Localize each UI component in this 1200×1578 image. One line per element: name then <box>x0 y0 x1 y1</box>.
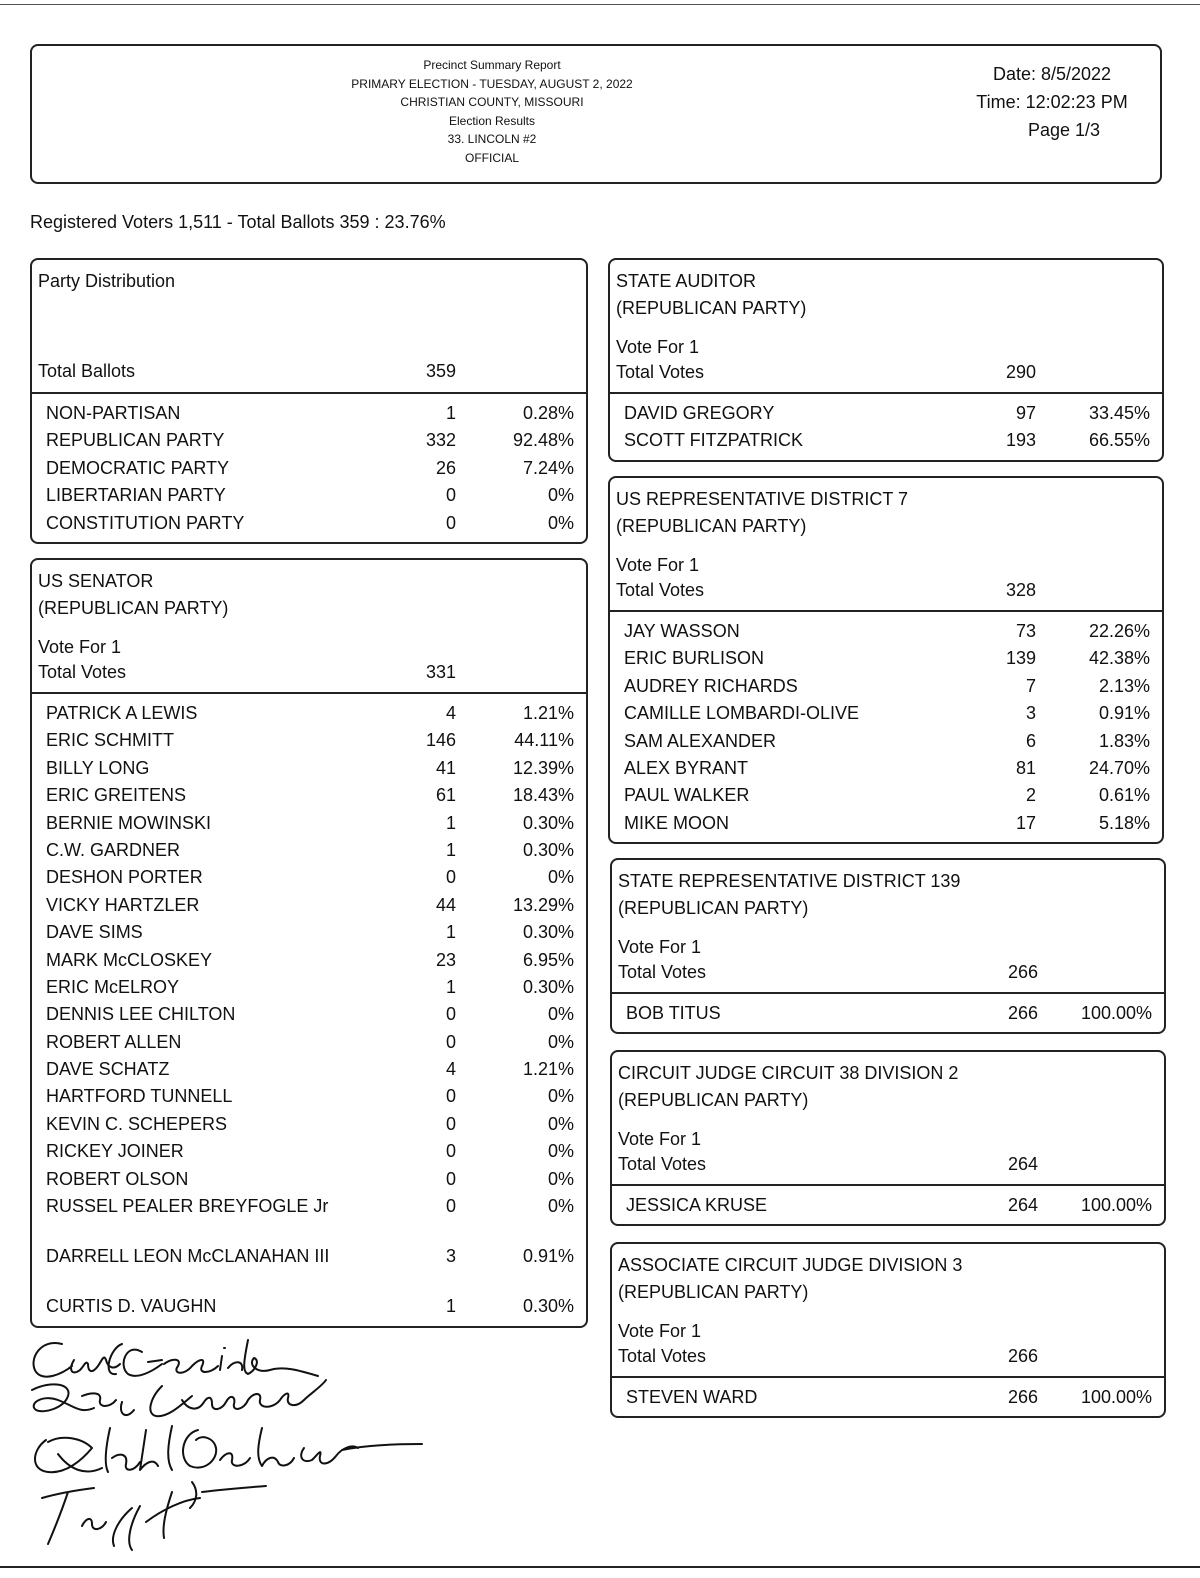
candidate-pct: 1.21% <box>522 703 574 723</box>
box-title <box>616 486 908 540</box>
candidate-name: ERIC GREITENS <box>46 785 187 806</box>
candidate-pct: 1.83% <box>1098 730 1150 751</box>
box-title <box>618 1252 962 1306</box>
row-votes: 0 <box>445 512 456 533</box>
table-row <box>610 400 1162 427</box>
box-title <box>616 268 806 322</box>
table-row <box>32 782 586 809</box>
candidate-pct: 0% <box>547 1086 574 1107</box>
candidate-votes: 81 <box>1015 757 1036 778</box>
report-title: Precinct Summary Report <box>423 58 561 72</box>
contest-title: STATE REPRESENTATIVE DISTRICT 139 <box>618 871 961 891</box>
candidate-name: ERIC BURLISON <box>624 648 765 669</box>
official-label: OFFICIAL <box>464 150 519 165</box>
candidate-votes: 0 <box>445 1113 456 1134</box>
candidate-pct: 1.21% <box>522 1059 574 1080</box>
county-name: CHRISTIAN COUNTY, MISSOURI <box>400 95 584 109</box>
table-row <box>32 455 586 482</box>
table-row <box>32 1001 586 1028</box>
table-row <box>32 1138 586 1165</box>
table-row <box>612 1384 1164 1411</box>
candidate-name: CAMILLE LOMBARDI-OLIVE <box>624 703 860 724</box>
candidate-pct: 0.91% <box>522 1246 574 1267</box>
candidate-votes: 266 <box>1007 1003 1038 1023</box>
vote-for-label: Vote For 1 <box>618 1129 702 1149</box>
candidate-pct: 0.30% <box>522 922 574 943</box>
candidate-pct: 100.00% <box>1080 1387 1152 1407</box>
contest-party: (REPUBLICAN PARTY) <box>618 1090 809 1110</box>
candidate-votes: 0 <box>445 1086 456 1107</box>
table-row <box>32 510 586 537</box>
box-title <box>618 1060 958 1114</box>
candidate-name: ROBERT ALLEN <box>46 1031 182 1052</box>
contest-party: (REPUBLICAN PARTY) <box>616 298 807 318</box>
candidate-pct: 0% <box>547 1004 574 1025</box>
us-representative-7-head <box>610 478 1162 612</box>
candidate-rows <box>32 694 586 1320</box>
table-row <box>32 919 586 946</box>
report-date: Date: 8/5/2022 <box>992 64 1112 84</box>
row-votes: 26 <box>435 457 456 478</box>
row-pct: 0% <box>547 485 574 506</box>
candidate-votes: 6 <box>1025 730 1036 751</box>
candidate-votes: 1 <box>445 976 456 997</box>
report-time: Time: 12:02:23 PM <box>976 92 1128 112</box>
total-label: Total Votes <box>618 1154 707 1174</box>
contest-party: (REPUBLICAN PARTY) <box>618 898 809 918</box>
candidate-votes: 4 <box>445 1059 456 1080</box>
table-row <box>32 1293 586 1320</box>
candidate-votes: 266 <box>1007 1387 1038 1407</box>
row-votes: 332 <box>425 430 456 451</box>
candidate-name: ROBERT OLSON <box>46 1168 189 1189</box>
candidate-name: DENNIS LEE CHILTON <box>46 1004 236 1025</box>
candidate-votes: 17 <box>1015 812 1036 833</box>
candidate-votes: 1 <box>445 812 456 833</box>
candidate-votes: 146 <box>425 730 456 751</box>
row-pct: 0% <box>547 512 574 533</box>
circuit-judge-38-2-head <box>612 1052 1164 1186</box>
contest-party: (REPUBLICAN PARTY) <box>38 598 229 618</box>
candidate-votes: 1 <box>445 1296 456 1317</box>
candidate-votes: 41 <box>435 757 456 778</box>
candidate-votes: 1 <box>445 922 456 943</box>
report-title-block <box>232 56 752 167</box>
row-name: NON-PARTISAN <box>46 403 181 423</box>
table-row <box>610 673 1162 700</box>
table-row <box>32 1166 586 1193</box>
candidate-pct: 0% <box>547 1113 574 1134</box>
table-row <box>32 482 586 509</box>
row-votes: 0 <box>445 485 456 506</box>
candidate-votes: 7 <box>1025 675 1036 696</box>
candidate-votes: 4 <box>445 703 456 723</box>
candidate-pct: 22.26% <box>1088 621 1150 641</box>
candidate-votes: 0 <box>445 1168 456 1189</box>
contest-title: STATE AUDITOR <box>616 271 757 291</box>
turnout-summary: Registered Voters 1,511 - Total Ballots 359 : 23.76% <box>30 212 446 232</box>
candidate-votes: 193 <box>1005 430 1036 451</box>
total-value: 359 <box>425 361 456 381</box>
report-header <box>30 44 1162 184</box>
row-name: REPUBLICAN PARTY <box>46 430 225 451</box>
vote-for-label: Vote For 1 <box>616 555 700 575</box>
row-name: LIBERTARIAN PARTY <box>46 485 226 506</box>
total-value: 266 <box>1007 962 1038 982</box>
party-distribution-box <box>30 258 588 544</box>
table-row <box>32 727 586 754</box>
candidate-pct: 0% <box>547 1031 574 1052</box>
candidate-name: KEVIN C. SCHEPERS <box>46 1113 228 1134</box>
table-row <box>32 947 586 974</box>
candidate-name: DAVID GREGORY <box>624 403 775 423</box>
candidate-name: BOB TITUS <box>626 1003 721 1023</box>
candidate-pct: 0% <box>547 1141 574 1162</box>
table-row <box>32 400 586 427</box>
election-name: PRIMARY ELECTION - TUESDAY, AUGUST 2, 2022 <box>351 76 633 91</box>
box-title <box>38 568 228 622</box>
total-value: 264 <box>1007 1154 1038 1174</box>
associate-circuit-judge-3-head <box>612 1244 1164 1378</box>
candidate-pct: 44.11% <box>514 730 574 751</box>
table-row <box>32 1083 586 1110</box>
row-pct: 7.24% <box>522 457 574 478</box>
table-row <box>610 782 1162 809</box>
table-row <box>32 1029 586 1056</box>
candidate-pct: 6.95% <box>522 949 574 970</box>
row-pct: 0.28% <box>522 403 574 423</box>
candidate-rows <box>610 612 1162 837</box>
candidate-votes: 0 <box>445 1031 456 1052</box>
table-row <box>610 755 1162 782</box>
candidate-name: PATRICK A LEWIS <box>46 703 198 723</box>
signature-stroke <box>35 1426 422 1472</box>
candidate-name: BERNIE MOWINSKI <box>46 812 212 833</box>
candidate-pct: 100.00% <box>1080 1195 1152 1215</box>
candidate-pct: 66.55% <box>1088 430 1150 451</box>
us-representative-7-box <box>608 476 1164 844</box>
candidate-name: SCOTT FITZPATRICK <box>624 430 803 451</box>
total-label: Total Votes <box>616 580 705 600</box>
candidate-votes: 0 <box>445 1004 456 1025</box>
total-label: Total Votes <box>618 962 707 982</box>
candidate-name: HARTFORD TUNNELL <box>46 1086 233 1107</box>
associate-circuit-judge-3-box <box>610 1242 1166 1418</box>
candidate-rows <box>612 1186 1164 1219</box>
party-rows <box>32 394 586 537</box>
table-row <box>32 892 586 919</box>
candidate-name: DAVE SIMS <box>46 922 143 943</box>
total-value: 290 <box>1005 362 1036 382</box>
table-row <box>610 700 1162 727</box>
candidate-pct: 42.38% <box>1088 648 1150 669</box>
contest-party: (REPUBLICAN PARTY) <box>618 1282 809 1302</box>
total-label: Total Votes <box>618 1346 707 1366</box>
candidate-name: ERIC McELROY <box>46 976 180 997</box>
candidate-votes: 97 <box>1015 403 1036 423</box>
candidate-pct: 2.13% <box>1098 675 1150 696</box>
bottom-rule <box>0 1566 1200 1568</box>
candidate-rows <box>610 394 1162 455</box>
contest-title: US SENATOR <box>38 571 154 591</box>
candidate-pct: 0.30% <box>522 976 574 997</box>
us-senator-head <box>32 560 586 694</box>
candidate-name: JESSICA KRUSE <box>626 1195 768 1215</box>
signature-stroke <box>34 1340 318 1377</box>
table-row <box>32 700 586 727</box>
state-auditor-box <box>608 258 1164 462</box>
table-row <box>32 755 586 782</box>
table-row <box>32 1111 586 1138</box>
candidate-pct: 5.18% <box>1098 812 1150 833</box>
candidate-votes: 1 <box>445 839 456 860</box>
candidate-pct: 33.45% <box>1088 403 1150 423</box>
row-pct: 92.48% <box>512 430 574 451</box>
vote-for-label: Vote For 1 <box>618 1321 702 1341</box>
candidate-pct: 18.43% <box>512 785 574 806</box>
signature-stroke <box>42 1482 266 1550</box>
table-row <box>610 618 1162 645</box>
candidate-pct: 0% <box>547 1196 574 1217</box>
candidate-name: BILLY LONG <box>46 757 150 778</box>
candidate-pct: 100.00% <box>1080 1003 1152 1023</box>
candidate-pct: 0% <box>547 867 574 888</box>
candidate-pct: 0.30% <box>522 839 574 860</box>
candidate-name: MIKE MOON <box>624 812 730 833</box>
table-row <box>32 864 586 891</box>
candidate-pct: 24.70% <box>1088 757 1150 778</box>
total-label: Total Votes <box>616 362 705 382</box>
page-number: Page 1/3 <box>1027 120 1101 140</box>
candidate-pct: 0.30% <box>522 812 574 833</box>
candidate-votes: 0 <box>445 867 456 888</box>
candidate-rows <box>612 994 1164 1027</box>
table-row <box>32 427 586 454</box>
table-row <box>32 1193 586 1243</box>
candidate-votes: 2 <box>1025 785 1036 806</box>
candidate-name: JAY WASSON <box>624 621 740 641</box>
vote-for-label: Vote For 1 <box>616 337 700 357</box>
state-representative-139-box <box>610 858 1166 1034</box>
results-label: Election Results <box>448 113 536 128</box>
candidate-name: VICKY HARTZLER <box>46 894 200 915</box>
candidate-name: RUSSEL PEALER BREYFOGLE Jr <box>46 1196 329 1217</box>
candidate-name: ALEX BYRANT <box>624 757 749 778</box>
candidate-name: MARK McCLOSKEY <box>46 949 213 970</box>
candidate-votes: 73 <box>1015 621 1036 641</box>
row-votes: 1 <box>445 403 456 423</box>
candidate-name: DESHON PORTER <box>46 867 203 888</box>
candidate-votes: 3 <box>1025 703 1036 724</box>
candidate-votes: 61 <box>435 785 456 806</box>
vote-for-label: Vote For 1 <box>618 937 702 957</box>
table-row <box>32 837 586 864</box>
handwritten-signatures <box>22 1330 442 1560</box>
candidate-name: CURTIS D. VAUGHN <box>46 1296 217 1317</box>
candidate-pct: 0% <box>547 1168 574 1189</box>
total-value: 328 <box>1005 580 1036 600</box>
contest-party: (REPUBLICAN PARTY) <box>616 516 807 536</box>
vote-for-label: Vote For 1 <box>38 637 122 657</box>
contest-title: ASSOCIATE CIRCUIT JUDGE DIVISION 3 <box>618 1255 963 1275</box>
table-row <box>612 1000 1164 1027</box>
candidate-name: STEVEN WARD <box>626 1387 758 1407</box>
contest-title: CIRCUIT JUDGE CIRCUIT 38 DIVISION 2 <box>618 1063 959 1083</box>
box-title: Party Distribution <box>38 271 176 291</box>
candidate-votes: 23 <box>435 949 456 970</box>
contest-title: US REPRESENTATIVE DISTRICT 7 <box>616 489 909 509</box>
state-representative-139-head <box>612 860 1164 994</box>
candidate-votes: 44 <box>435 894 456 915</box>
candidate-name: ERIC SCHMITT <box>46 730 174 751</box>
report-meta <box>952 60 1152 144</box>
row-name: DEMOCRATIC PARTY <box>46 457 230 478</box>
table-row <box>32 1243 586 1293</box>
candidate-votes: 264 <box>1007 1195 1038 1215</box>
table-row <box>32 1056 586 1083</box>
party-distribution-head <box>32 260 586 394</box>
candidate-rows <box>612 1378 1164 1411</box>
table-row <box>610 810 1162 837</box>
us-senator-box <box>30 558 588 1328</box>
candidate-pct: 0.91% <box>1098 703 1150 724</box>
row-name: CONSTITUTION PARTY <box>46 512 245 533</box>
candidate-name: C.W. GARDNER <box>46 839 181 860</box>
total-label: Total Ballots <box>38 361 136 381</box>
state-auditor-head <box>610 260 1162 394</box>
top-rule <box>0 4 1200 5</box>
candidate-pct: 12.39% <box>512 757 574 778</box>
table-row <box>32 810 586 837</box>
signature-stroke <box>32 1380 326 1416</box>
candidate-votes: 3 <box>445 1246 456 1267</box>
table-row <box>610 427 1162 454</box>
total-value: 266 <box>1007 1346 1038 1366</box>
candidate-pct: 0.61% <box>1098 785 1150 806</box>
candidate-pct: 13.29% <box>512 894 574 915</box>
candidate-votes: 0 <box>445 1196 456 1217</box>
candidate-name: DARRELL LEON McCLANAHAN III <box>46 1246 330 1267</box>
candidate-name: DAVE SCHATZ <box>46 1059 170 1080</box>
candidate-name: AUDREY RICHARDS <box>624 675 798 696</box>
total-label: Total Votes <box>38 662 127 682</box>
table-row <box>610 728 1162 755</box>
total-value: 331 <box>425 662 456 682</box>
table-row <box>612 1192 1164 1219</box>
candidate-votes: 139 <box>1005 648 1036 669</box>
table-row <box>32 974 586 1001</box>
precinct-name: 33. LINCOLN #2 <box>447 132 537 146</box>
candidate-name: SAM ALEXANDER <box>624 730 777 751</box>
table-row <box>610 645 1162 672</box>
candidate-votes: 0 <box>445 1141 456 1162</box>
candidate-name: RICKEY JOINER <box>46 1141 184 1162</box>
candidate-name: PAUL WALKER <box>624 785 750 806</box>
box-title <box>618 868 960 922</box>
candidate-pct: 0.30% <box>522 1296 574 1317</box>
circuit-judge-38-2-box <box>610 1050 1166 1226</box>
